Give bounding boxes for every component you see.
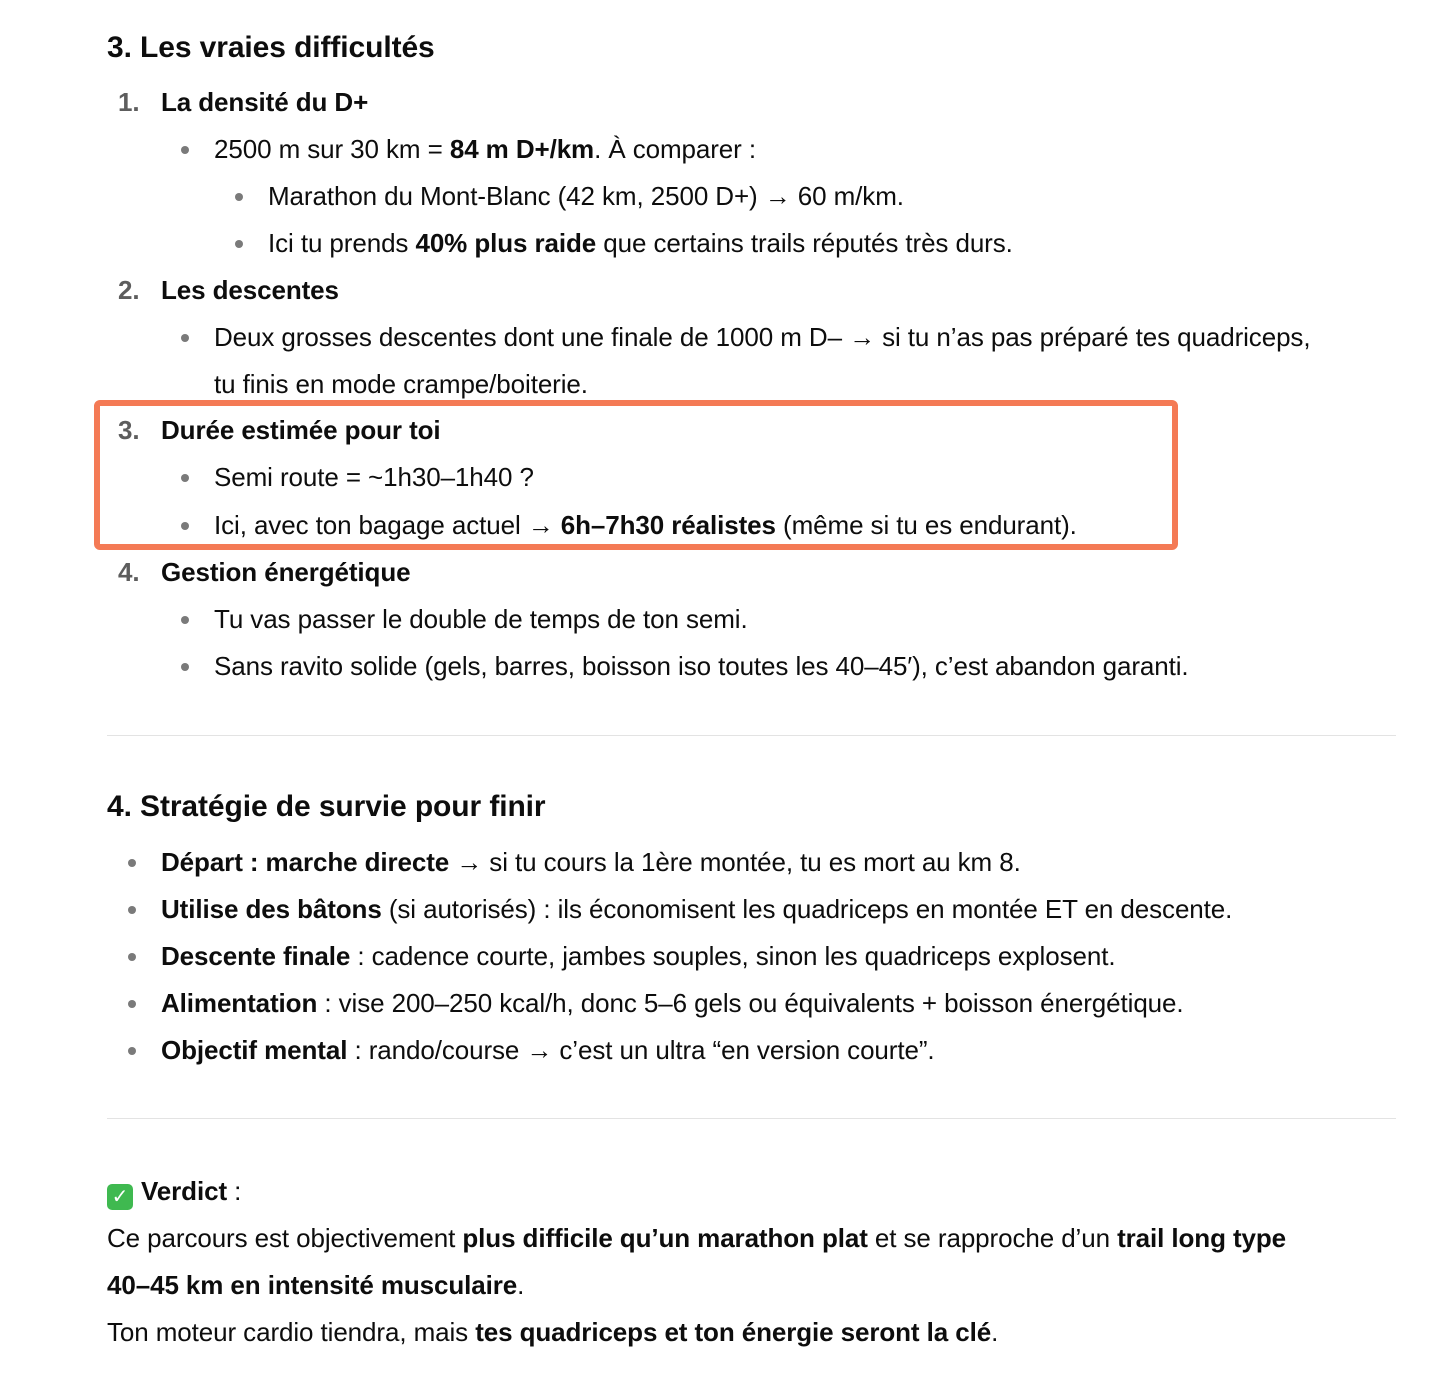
list-number: 2. xyxy=(118,275,140,305)
divider xyxy=(107,735,1396,736)
bullet-dot xyxy=(181,616,189,624)
bullet-dot xyxy=(128,1047,136,1055)
bullet-text: Deux grosses descentes dont une finale de 1000 m D– → si tu n’as pas préparé tes quadriceps, xyxy=(214,322,1311,352)
bullet-text: Ici, avec ton bagage actuel → 6h–7h30 réalistes (même si tu es endurant). xyxy=(214,510,1077,540)
bullet-text: Descente finale : cadence courte, jambes souples, sinon les quadriceps explosent. xyxy=(161,941,1116,971)
section-3-heading: 3. Les vraies difficultés xyxy=(107,31,435,64)
list-item-4 xyxy=(118,556,139,588)
bullet-dot xyxy=(181,663,189,671)
bullet-text: Sans ravito solide (gels, barres, boisson iso toutes les 40–45′), c’est abandon garanti. xyxy=(214,651,1189,681)
bullet-text: Objectif mental : rando/course → c’est un ultra “en version courte”. xyxy=(161,1035,935,1065)
check-mark-icon: ✓ xyxy=(107,1184,133,1210)
verdict-paragraph-line-1: Ce parcours est objectivement plus difficile qu’un marathon plat et se rapproche d’un trail long type xyxy=(107,1223,1287,1253)
verdict-paragraph-2: Ton moteur cardio tiendra, mais tes quadriceps et ton énergie seront la clé. xyxy=(107,1317,999,1347)
sub-bullet-text: Ici tu prends 40% plus raide que certains trails réputés très durs. xyxy=(268,228,1013,258)
list-item-title: La densité du D+ xyxy=(161,87,369,117)
bullet-dot xyxy=(128,906,136,914)
highlight-box xyxy=(94,400,1178,550)
bullet-dot xyxy=(181,146,189,154)
sub-bullet-text: Marathon du Mont-Blanc (42 km, 2500 D+) → 60 m/km. xyxy=(268,181,904,211)
list-number: 1. xyxy=(118,87,140,117)
bullet-dot xyxy=(181,334,189,342)
sub-bullet-dot xyxy=(235,240,243,248)
list-number: 3. xyxy=(118,415,140,445)
list-number: 4. xyxy=(118,557,140,587)
bullet-dot xyxy=(128,1000,136,1008)
bullet-text: Utilise des bâtons (si autorisés) : ils économisent les quadriceps en montée ET en descente. xyxy=(161,894,1233,924)
list-item-2 xyxy=(118,274,139,306)
verdict-heading: ✓ Verdict : xyxy=(107,1175,241,1210)
list-item-1 xyxy=(118,86,139,118)
list-item-title: Gestion énergétique xyxy=(161,557,411,587)
list-item-title: Durée estimée pour toi xyxy=(161,415,441,445)
bullet-text: 2500 m sur 30 km = 84 m D+/km. À comparer : xyxy=(214,134,756,164)
sub-bullet-dot xyxy=(235,193,243,201)
divider xyxy=(107,1118,1396,1119)
bullet-text: Semi route = ~1h30–1h40 ? xyxy=(214,462,534,492)
verdict-paragraph-line-2: 40–45 km en intensité musculaire. xyxy=(107,1270,525,1300)
section-4-heading: 4. Stratégie de survie pour finir xyxy=(107,790,546,823)
bullet-text: Tu vas passer le double de temps de ton semi. xyxy=(214,604,748,634)
list-item-title: Les descentes xyxy=(161,275,339,305)
bullet-dot xyxy=(128,859,136,867)
bullet-text: Départ : marche directe → si tu cours la 1ère montée, tu es mort au km 8. xyxy=(161,847,1021,877)
bullet-dot xyxy=(128,953,136,961)
bullet-text: Alimentation : vise 200–250 kcal/h, donc 5–6 gels ou équivalents + boisson énergétique. xyxy=(161,988,1184,1018)
bullet-text-continued: tu finis en mode crampe/boiterie. xyxy=(214,369,588,399)
